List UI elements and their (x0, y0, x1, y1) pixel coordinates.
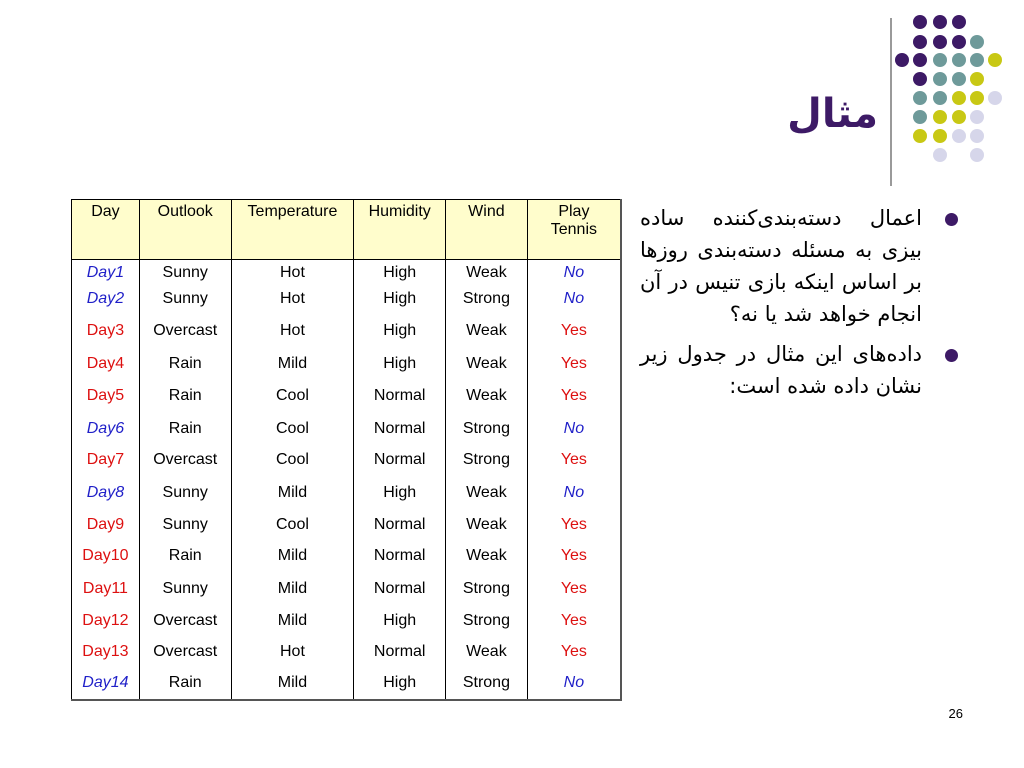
cell-day: Day6 (72, 415, 140, 443)
cell-day: Day13 (72, 637, 140, 667)
cell-wind: Strong (446, 668, 528, 700)
cell-wind: Strong (446, 604, 528, 637)
cell-play-tennis: Yes (527, 349, 621, 377)
decorative-dot (988, 91, 1002, 105)
decorative-dot (913, 35, 927, 49)
decorative-dot (970, 148, 984, 162)
cell-play-tennis: Yes (527, 539, 621, 573)
decorative-dot (913, 91, 927, 105)
cell-play-tennis: Yes (527, 637, 621, 667)
bullet-dot-icon (945, 213, 958, 226)
cell-play-tennis: No (527, 260, 621, 286)
table-header-row (72, 200, 622, 260)
cell-temperature: Cool (231, 378, 354, 415)
cell-outlook: Overcast (139, 443, 231, 475)
decorative-dot (913, 129, 927, 143)
decorative-dot (952, 91, 966, 105)
cell-wind: Strong (446, 286, 528, 312)
page-number: 26 (948, 706, 963, 721)
table-row (72, 260, 622, 286)
cell-play-tennis: Yes (527, 312, 621, 349)
play-tennis-table (71, 199, 622, 701)
decorative-dot (933, 129, 947, 143)
cell-wind: Strong (446, 574, 528, 604)
decorative-dot (933, 72, 947, 86)
header-play-tennis (527, 200, 621, 260)
bullet-list (640, 202, 962, 410)
header-day: Day (72, 200, 140, 260)
cell-outlook: Sunny (139, 511, 231, 539)
decorative-dot (970, 35, 984, 49)
cell-day: Day2 (72, 286, 140, 312)
cell-temperature: Hot (231, 260, 354, 286)
cell-humidity: Normal (354, 574, 446, 604)
cell-day: Day11 (72, 574, 140, 604)
decorative-dot (933, 15, 947, 29)
cell-temperature: Cool (231, 443, 354, 475)
decorative-dot (933, 91, 947, 105)
cell-temperature: Mild (231, 476, 354, 511)
cell-day: Day1 (72, 260, 140, 286)
cell-play-tennis: Yes (527, 378, 621, 415)
decorative-dot (895, 53, 909, 67)
table-row (72, 415, 622, 443)
cell-play-tennis: Yes (527, 443, 621, 475)
cell-day: Day5 (72, 378, 140, 415)
table-row (72, 443, 622, 475)
decorative-dot (970, 72, 984, 86)
cell-humidity: High (354, 349, 446, 377)
decorative-dot (913, 53, 927, 67)
header-play-tennis-label: Play Tennis (550, 203, 597, 238)
decorative-dot (952, 15, 966, 29)
table-row (72, 349, 622, 377)
cell-temperature: Hot (231, 312, 354, 349)
table-row (72, 539, 622, 573)
bullet-dot-icon (945, 349, 958, 362)
cell-wind: Weak (446, 260, 528, 286)
cell-wind: Strong (446, 443, 528, 475)
cell-wind: Weak (446, 476, 528, 511)
table-row (72, 476, 622, 511)
cell-play-tennis: No (527, 476, 621, 511)
cell-outlook: Sunny (139, 476, 231, 511)
cell-play-tennis: No (527, 668, 621, 700)
cell-play-tennis: Yes (527, 511, 621, 539)
cell-play-tennis: Yes (527, 574, 621, 604)
decorative-dot-grid (0, 0, 1024, 180)
title-divider-line (890, 18, 892, 186)
decorative-dot (952, 129, 966, 143)
cell-outlook: Overcast (139, 604, 231, 637)
cell-day: Day12 (72, 604, 140, 637)
decorative-dot (970, 129, 984, 143)
cell-temperature: Cool (231, 511, 354, 539)
decorative-dot (913, 72, 927, 86)
cell-outlook: Overcast (139, 312, 231, 349)
table-row (72, 574, 622, 604)
cell-outlook: Sunny (139, 574, 231, 604)
cell-humidity: Normal (354, 443, 446, 475)
table-row (72, 378, 622, 415)
cell-day: Day8 (72, 476, 140, 511)
cell-humidity: Normal (354, 511, 446, 539)
header-outlook: Outlook (139, 200, 231, 260)
decorative-dot (933, 53, 947, 67)
cell-outlook: Rain (139, 415, 231, 443)
cell-day: Day14 (72, 668, 140, 700)
cell-day: Day9 (72, 511, 140, 539)
table-row (72, 312, 622, 349)
cell-wind: Weak (446, 349, 528, 377)
decorative-dot (970, 53, 984, 67)
cell-humidity: Normal (354, 415, 446, 443)
table-body (72, 260, 622, 701)
cell-humidity: High (354, 476, 446, 511)
decorative-dot (988, 53, 1002, 67)
table-row (72, 604, 622, 637)
cell-temperature: Mild (231, 574, 354, 604)
cell-temperature: Hot (231, 637, 354, 667)
bullet-item (640, 202, 962, 330)
cell-day: Day4 (72, 349, 140, 377)
cell-outlook: Sunny (139, 260, 231, 286)
header-wind: Wind (446, 200, 528, 260)
cell-humidity: Normal (354, 637, 446, 667)
cell-outlook: Rain (139, 349, 231, 377)
cell-humidity: High (354, 604, 446, 637)
table-row (72, 637, 622, 667)
table-row (72, 668, 622, 700)
cell-day: Day3 (72, 312, 140, 349)
cell-wind: Weak (446, 539, 528, 573)
bullet-text: اعمال دسته‌بندی‌کننده ساده بیزی به مسئله دسته‌بندی روزها بر اساس اینکه بازی تنیس در آن انجام خواهد شد یا نه؟ (640, 206, 922, 326)
cell-wind: Weak (446, 511, 528, 539)
cell-outlook: Rain (139, 539, 231, 573)
cell-wind: Weak (446, 312, 528, 349)
bullet-text: داده‌های این مثال در جدول زیر نشان داده شده است: (640, 342, 922, 398)
cell-outlook: Rain (139, 668, 231, 700)
table-row (72, 286, 622, 312)
decorative-dot (952, 72, 966, 86)
cell-temperature: Mild (231, 604, 354, 637)
header-temperature: Temperature (231, 200, 354, 260)
cell-wind: Strong (446, 415, 528, 443)
decorative-dot (933, 148, 947, 162)
decorative-dot (933, 110, 947, 124)
table-row (72, 511, 622, 539)
cell-humidity: High (354, 312, 446, 349)
cell-wind: Weak (446, 378, 528, 415)
cell-humidity: High (354, 286, 446, 312)
cell-temperature: Mild (231, 668, 354, 700)
decorative-dot (913, 15, 927, 29)
cell-day: Day7 (72, 443, 140, 475)
decorative-dot (970, 110, 984, 124)
cell-wind: Weak (446, 637, 528, 667)
cell-outlook: Rain (139, 378, 231, 415)
header-humidity: Humidity (354, 200, 446, 260)
cell-outlook: Overcast (139, 637, 231, 667)
decorative-dot (952, 110, 966, 124)
cell-humidity: High (354, 260, 446, 286)
decorative-dot (970, 91, 984, 105)
cell-play-tennis: No (527, 286, 621, 312)
decorative-dot (952, 35, 966, 49)
cell-humidity: High (354, 668, 446, 700)
bullet-item (640, 338, 962, 402)
decorative-dot (933, 35, 947, 49)
cell-temperature: Cool (231, 415, 354, 443)
decorative-dot (913, 110, 927, 124)
cell-humidity: Normal (354, 539, 446, 573)
cell-temperature: Mild (231, 539, 354, 573)
cell-outlook: Sunny (139, 286, 231, 312)
cell-temperature: Mild (231, 349, 354, 377)
cell-humidity: Normal (354, 378, 446, 415)
cell-day: Day10 (72, 539, 140, 573)
cell-temperature: Hot (231, 286, 354, 312)
page-title: مثال (787, 91, 878, 137)
decorative-dot (952, 53, 966, 67)
cell-play-tennis: No (527, 415, 621, 443)
cell-play-tennis: Yes (527, 604, 621, 637)
